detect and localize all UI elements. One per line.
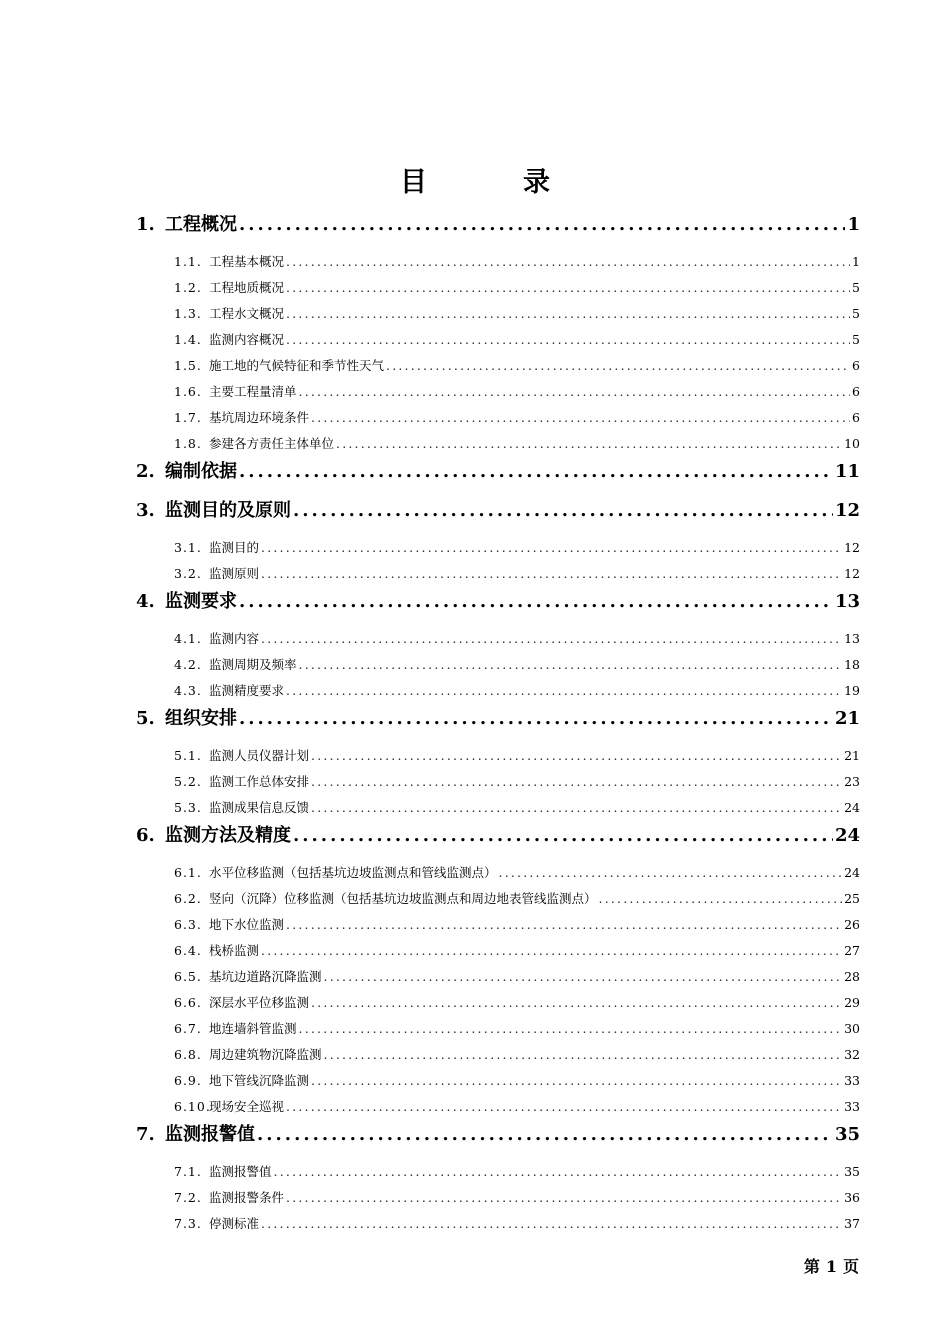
toc-entry-label: 停测标准 [209, 1216, 260, 1231]
toc-entry-page-number: 24 [844, 800, 860, 815]
toc-dot-leader [257, 1121, 833, 1149]
toc-entry-number: 7. [136, 1124, 155, 1145]
toc-entry-label: 工程概况 [165, 214, 237, 235]
toc-section-entry[interactable] [136, 1211, 860, 1237]
toc-entry-page-number: 19 [844, 683, 860, 698]
toc-dot-leader [299, 1016, 843, 1042]
toc-dot-leader [311, 743, 842, 769]
toc-chapter-entry[interactable] [136, 587, 860, 626]
toc-dot-leader [239, 458, 833, 486]
toc-section-entry[interactable] [136, 405, 860, 431]
toc-entry-page-number: 12 [834, 500, 860, 521]
toc-entry-page-number: 37 [844, 1216, 860, 1231]
toc-dot-leader [261, 535, 842, 561]
toc-section-entry[interactable] [136, 769, 860, 795]
toc-entry-label: 地下水位监测 [209, 917, 285, 932]
toc-chapter-entry[interactable] [136, 821, 860, 860]
toc-entry-page-number: 35 [844, 1164, 860, 1179]
toc-entry-number: 3. [136, 500, 155, 521]
toc-dot-leader [286, 678, 842, 704]
toc-entry-page-number: 5 [852, 332, 860, 347]
page-title [0, 160, 950, 199]
table-of-contents [136, 210, 860, 1237]
toc-section-entry[interactable] [136, 1068, 860, 1094]
toc-section-entry[interactable] [136, 938, 860, 964]
toc-entry-number: 6.2. [174, 891, 202, 906]
toc-entry-page-number: 36 [844, 1190, 860, 1205]
toc-dot-leader [286, 249, 850, 275]
toc-section-entry[interactable] [136, 964, 860, 990]
toc-entry-number: 6.9. [174, 1073, 202, 1088]
toc-dot-leader [293, 497, 833, 525]
toc-entry-page-number: 12 [844, 566, 860, 581]
toc-entry-number: 3.2. [174, 566, 202, 581]
toc-section-entry[interactable] [136, 1159, 860, 1185]
toc-entry-page-number: 10 [844, 436, 860, 451]
toc-section-entry[interactable] [136, 1042, 860, 1068]
toc-entry-number: 4. [136, 591, 155, 612]
toc-dot-leader [261, 561, 842, 587]
toc-dot-leader [311, 405, 850, 431]
toc-entry-number: 6. [136, 825, 155, 846]
toc-entry-label: 现场安全巡视 [209, 1099, 285, 1114]
toc-entry-page-number: 13 [844, 631, 860, 646]
toc-dot-leader [286, 327, 850, 353]
toc-entry-number: 6.10. [174, 1099, 211, 1114]
toc-entry-number: 1.4. [174, 332, 202, 347]
toc-entry-label: 工程水文概况 [209, 306, 285, 321]
toc-entry-label: 工程基本概况 [209, 254, 285, 269]
toc-entry-page-number: 5 [852, 306, 860, 321]
toc-dot-leader [599, 886, 843, 912]
toc-section-entry[interactable] [136, 1016, 860, 1042]
toc-entry-page-number: 12 [844, 540, 860, 555]
toc-chapter-entry[interactable] [136, 704, 860, 743]
footer-suffix: 页 [842, 1257, 859, 1276]
toc-entry-number: 6.4. [174, 943, 202, 958]
toc-entry-page-number: 28 [844, 969, 860, 984]
toc-entry-number: 7.2. [174, 1190, 202, 1205]
toc-entry-label: 组织安排 [165, 708, 237, 729]
toc-entry-page-number: 6 [852, 384, 860, 399]
toc-entry-number: 1.2. [174, 280, 202, 295]
toc-section-entry[interactable] [136, 353, 860, 379]
toc-entry-page-number: 1 [847, 214, 860, 235]
toc-entry-label: 基坑边道路沉降监测 [209, 969, 322, 984]
toc-entry-number: 1.3. [174, 306, 202, 321]
footer-prefix: 第 [803, 1257, 820, 1276]
toc-entry-page-number: 13 [834, 591, 860, 612]
toc-dot-leader [239, 705, 833, 733]
toc-entry-number: 7.1. [174, 1164, 202, 1179]
toc-dot-leader [336, 431, 842, 457]
toc-section-entry[interactable] [136, 249, 860, 275]
toc-entry-number: 1. [136, 214, 155, 235]
footer-page-number: 1 [825, 1257, 837, 1276]
toc-entry-page-number: 6 [852, 358, 860, 373]
toc-dot-leader [311, 769, 842, 795]
toc-entry-label: 监测方法及精度 [165, 825, 291, 846]
toc-entry-page-number: 29 [844, 995, 860, 1010]
toc-entry-label: 竖向（沉降）位移监测（包括基坑边坡监测点和周边地表管线监测点） [209, 891, 597, 906]
toc-entry-label: 监测成果信息反馈 [209, 800, 310, 815]
toc-entry-label: 栈桥监测 [209, 943, 260, 958]
toc-entry-page-number: 27 [844, 943, 860, 958]
toc-entry-number: 6.5. [174, 969, 202, 984]
toc-entry-label: 水平位移监测（包括基坑边坡监测点和管线监测点） [209, 865, 497, 880]
toc-section-entry[interactable] [136, 912, 860, 938]
toc-entry-label: 施工地的气候特征和季节性天气 [209, 358, 385, 373]
title-char-1: 目 [400, 167, 427, 198]
toc-section-entry[interactable] [136, 886, 860, 912]
toc-dot-leader [324, 1042, 843, 1068]
toc-entry-page-number: 24 [834, 825, 860, 846]
toc-entry-page-number: 33 [844, 1099, 860, 1114]
toc-entry-label: 监测要求 [165, 591, 237, 612]
toc-section-entry[interactable] [136, 327, 860, 353]
toc-dot-leader [311, 795, 842, 821]
toc-entry-page-number: 18 [844, 657, 860, 672]
toc-section-entry[interactable] [136, 990, 860, 1016]
toc-dot-leader [499, 860, 843, 886]
toc-entry-number: 6.1. [174, 865, 202, 880]
toc-entry-number: 6.3. [174, 917, 202, 932]
toc-entry-label: 监测目的及原则 [165, 500, 291, 521]
toc-entry-page-number: 32 [844, 1047, 860, 1062]
toc-entry-number: 5.3. [174, 800, 202, 815]
toc-dot-leader [311, 1068, 842, 1094]
toc-entry-page-number: 26 [844, 917, 860, 932]
toc-section-entry[interactable] [136, 431, 860, 457]
toc-section-entry[interactable] [136, 652, 860, 678]
toc-chapter-entry[interactable] [136, 457, 860, 496]
toc-dot-leader [239, 211, 845, 239]
toc-chapter-entry[interactable] [136, 210, 860, 249]
toc-dot-leader [261, 938, 842, 964]
toc-entry-label: 工程地质概况 [209, 280, 285, 295]
toc-entry-label: 监测人员仪器计划 [209, 748, 310, 763]
page-footer [798, 1254, 859, 1277]
toc-section-entry[interactable] [136, 379, 860, 405]
toc-section-entry[interactable] [136, 678, 860, 704]
toc-entry-label: 监测内容概况 [209, 332, 285, 347]
toc-dot-leader [239, 588, 833, 616]
toc-entry-label: 主要工程量清单 [209, 384, 297, 399]
toc-chapter-entry[interactable] [136, 1120, 860, 1159]
toc-entry-page-number: 6 [852, 410, 860, 425]
toc-dot-leader [261, 1211, 842, 1237]
toc-entry-number: 1.8. [174, 436, 202, 451]
toc-entry-page-number: 11 [834, 461, 860, 482]
toc-entry-label: 监测报警条件 [209, 1190, 285, 1205]
toc-entry-label: 编制依据 [165, 461, 237, 482]
toc-entry-number: 1.1. [174, 254, 202, 269]
toc-entry-label: 监测内容 [209, 631, 260, 646]
toc-entry-number: 2. [136, 461, 155, 482]
toc-entry-label: 监测报警值 [165, 1124, 255, 1145]
toc-section-entry[interactable] [136, 795, 860, 821]
toc-entry-page-number: 21 [834, 708, 860, 729]
toc-entry-page-number: 24 [844, 865, 860, 880]
toc-entry-page-number: 23 [844, 774, 860, 789]
toc-entry-label: 地下管线沉降监测 [209, 1073, 310, 1088]
toc-entry-page-number: 5 [852, 280, 860, 295]
toc-dot-leader [286, 1185, 842, 1211]
toc-entry-label: 监测目的 [209, 540, 260, 555]
toc-dot-leader [386, 353, 850, 379]
toc-entry-number: 5. [136, 708, 155, 729]
toc-entry-page-number: 21 [844, 748, 860, 763]
toc-section-entry[interactable] [136, 743, 860, 769]
toc-entry-label: 监测工作总体安排 [209, 774, 310, 789]
toc-section-entry[interactable] [136, 1185, 860, 1211]
toc-dot-leader [324, 964, 843, 990]
toc-dot-leader [274, 1159, 843, 1185]
toc-entry-number: 4.1. [174, 631, 202, 646]
toc-dot-leader [286, 1094, 842, 1120]
toc-entry-number: 5.1. [174, 748, 202, 763]
toc-dot-leader [311, 990, 842, 1016]
toc-entry-label: 基坑周边环境条件 [209, 410, 310, 425]
toc-entry-label: 监测周期及频率 [209, 657, 297, 672]
toc-section-entry[interactable] [136, 860, 860, 886]
toc-dot-leader [299, 379, 851, 405]
toc-section-entry[interactable] [136, 626, 860, 652]
toc-entry-number: 6.7. [174, 1021, 202, 1036]
toc-dot-leader [286, 275, 850, 301]
toc-entry-number: 5.2. [174, 774, 202, 789]
toc-entry-number: 4.3. [174, 683, 202, 698]
toc-dot-leader [286, 301, 850, 327]
toc-entry-page-number: 1 [852, 254, 860, 269]
toc-entry-number: 6.8. [174, 1047, 202, 1062]
toc-entry-number: 3.1. [174, 540, 202, 555]
toc-entry-number: 1.5. [174, 358, 202, 373]
toc-entry-label: 地连墙斜管监测 [209, 1021, 297, 1036]
toc-section-entry[interactable] [136, 301, 860, 327]
toc-dot-leader [286, 912, 842, 938]
toc-chapter-entry[interactable] [136, 496, 860, 535]
toc-entry-label: 周边建筑物沉降监测 [209, 1047, 322, 1062]
toc-entry-number: 4.2. [174, 657, 202, 672]
toc-entry-page-number: 33 [844, 1073, 860, 1088]
toc-entry-number: 1.6. [174, 384, 202, 399]
toc-entry-number: 7.3. [174, 1216, 202, 1231]
toc-entry-label: 深层水平位移监测 [209, 995, 310, 1010]
toc-dot-leader [261, 626, 842, 652]
toc-entry-page-number: 25 [844, 891, 860, 906]
toc-entry-number: 1.7. [174, 410, 202, 425]
toc-section-entry[interactable] [136, 535, 860, 561]
title-char-2: 录 [523, 167, 550, 198]
toc-entry-page-number: 30 [844, 1021, 860, 1036]
toc-section-entry[interactable] [136, 1094, 860, 1120]
toc-entry-label: 监测原则 [209, 566, 260, 581]
toc-entry-label: 参建各方责任主体单位 [209, 436, 335, 451]
toc-section-entry[interactable] [136, 275, 860, 301]
toc-dot-leader [299, 652, 843, 678]
toc-dot-leader [293, 822, 833, 850]
toc-entry-number: 6.6. [174, 995, 202, 1010]
toc-entry-label: 监测精度要求 [209, 683, 285, 698]
toc-entry-page-number: 35 [834, 1124, 860, 1145]
toc-section-entry[interactable] [136, 561, 860, 587]
toc-entry-label: 监测报警值 [209, 1164, 272, 1179]
